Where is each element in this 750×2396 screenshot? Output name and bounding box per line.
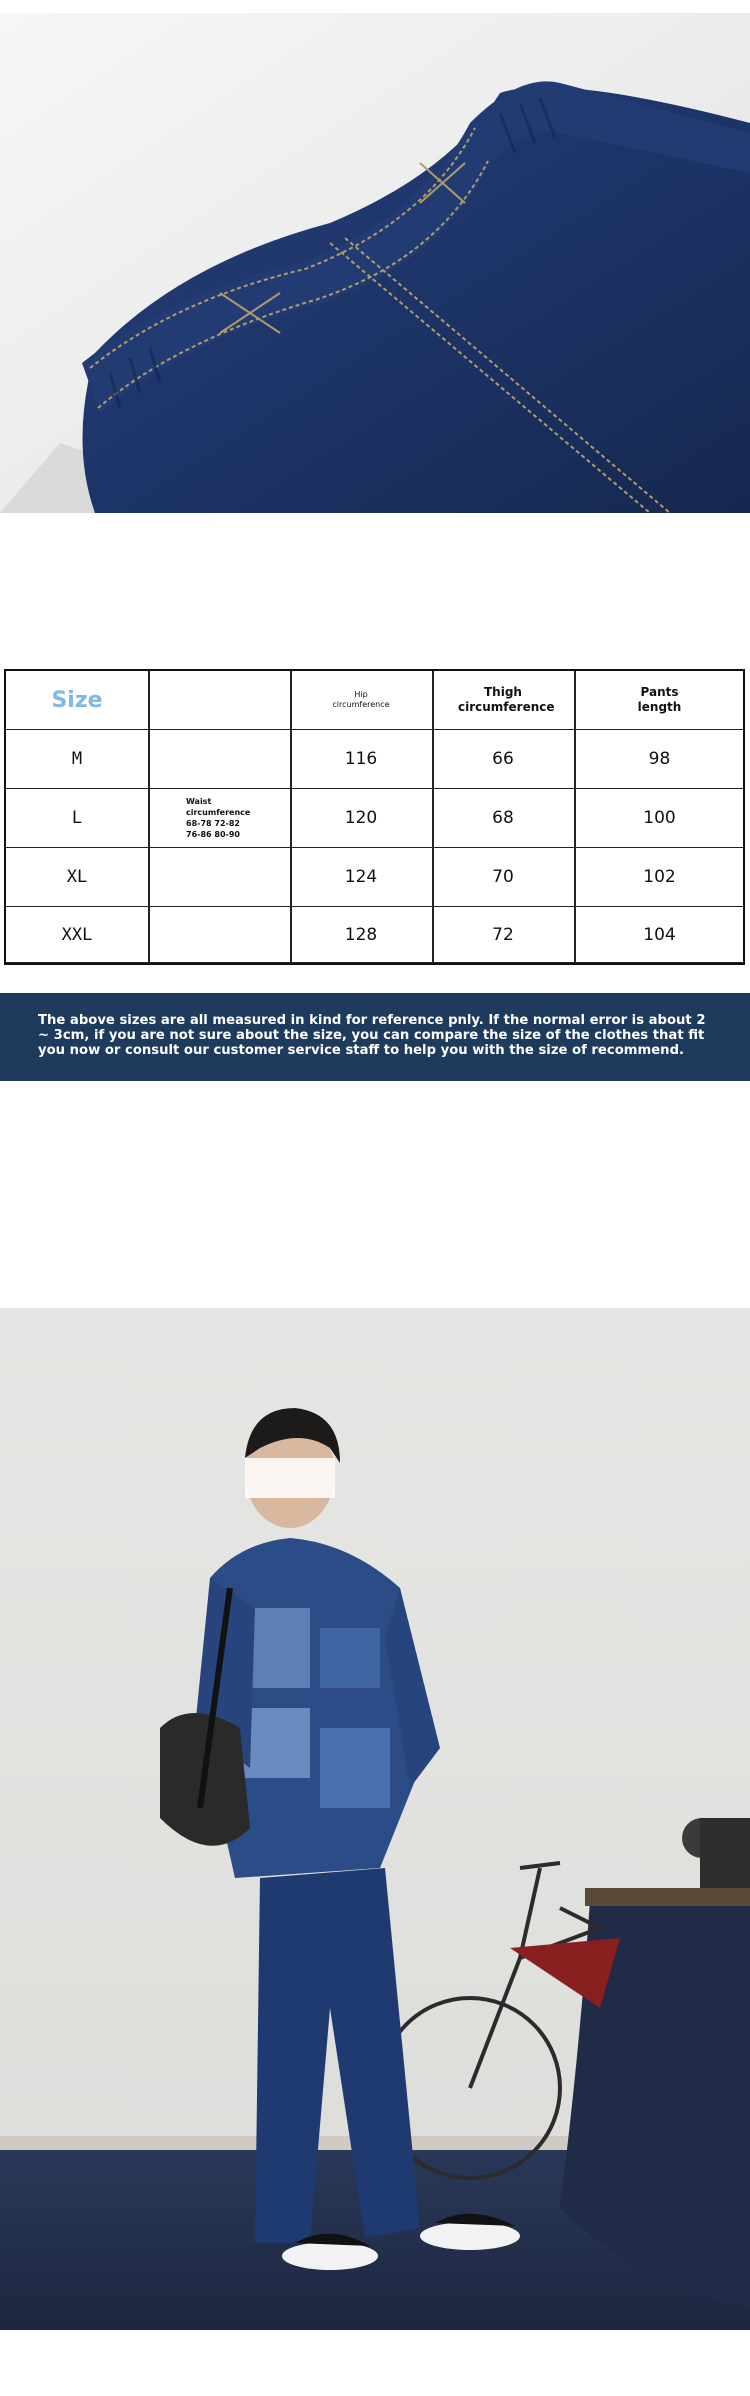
table-header-row bbox=[6, 671, 743, 730]
hip-cell: 116 bbox=[344, 749, 378, 769]
hip-column-header: Hip circumference bbox=[332, 690, 390, 709]
waist-cell bbox=[148, 730, 290, 788]
length-cell: 98 bbox=[648, 749, 671, 769]
size-chart-table bbox=[4, 669, 745, 965]
waist-cell bbox=[148, 848, 290, 906]
length-cell: 100 bbox=[643, 808, 676, 828]
size-cell: M bbox=[71, 749, 83, 769]
waist-values-line1: 68-78 72-82 bbox=[186, 819, 240, 828]
waistband-illustration bbox=[0, 13, 750, 513]
waist-values-line2: 76-86 80-90 bbox=[186, 830, 240, 839]
waist-circumference-note bbox=[186, 796, 266, 840]
waist-label: Waist circumference bbox=[186, 797, 251, 817]
thigh-column-header: Thigh circumference bbox=[458, 685, 555, 714]
waist-column-header bbox=[148, 671, 290, 729]
model-photo bbox=[0, 1308, 750, 2330]
table-row bbox=[6, 730, 743, 789]
column-divider bbox=[290, 671, 292, 963]
hip-cell: 124 bbox=[344, 867, 378, 887]
size-notice-banner bbox=[0, 993, 750, 1081]
size-notice-text: The above sizes are all measured in kind for reference pnly. If the normal error is about 2 ~ 3cm, if you are not sure about the size, you can compare the size of the clothes that fit you now or consult our customer service staff to help you with the size of recommend. bbox=[38, 1013, 706, 1058]
thigh-cell: 72 bbox=[492, 924, 514, 945]
size-cell: XL bbox=[66, 867, 88, 887]
pants-length-column-header: Pants length bbox=[637, 685, 682, 714]
waist-cell bbox=[148, 907, 290, 962]
length-cell: 102 bbox=[643, 867, 676, 887]
thigh-cell: 68 bbox=[492, 808, 514, 828]
length-cell: 104 bbox=[643, 924, 676, 945]
hip-cell: 128 bbox=[344, 924, 378, 945]
model-illustration bbox=[0, 1308, 750, 2330]
size-cell: XXL bbox=[61, 924, 93, 945]
size-column-header: Size bbox=[51, 687, 103, 713]
column-divider bbox=[574, 671, 576, 963]
column-divider bbox=[148, 671, 150, 963]
hip-cell: 120 bbox=[344, 808, 378, 828]
size-cell: L bbox=[71, 808, 83, 828]
thigh-cell: 70 bbox=[492, 867, 514, 887]
table-row bbox=[6, 907, 743, 963]
table-row bbox=[6, 848, 743, 907]
column-divider bbox=[432, 671, 434, 963]
waistband-closeup-photo bbox=[0, 13, 750, 513]
thigh-cell: 66 bbox=[492, 749, 514, 769]
table-row bbox=[6, 789, 743, 848]
